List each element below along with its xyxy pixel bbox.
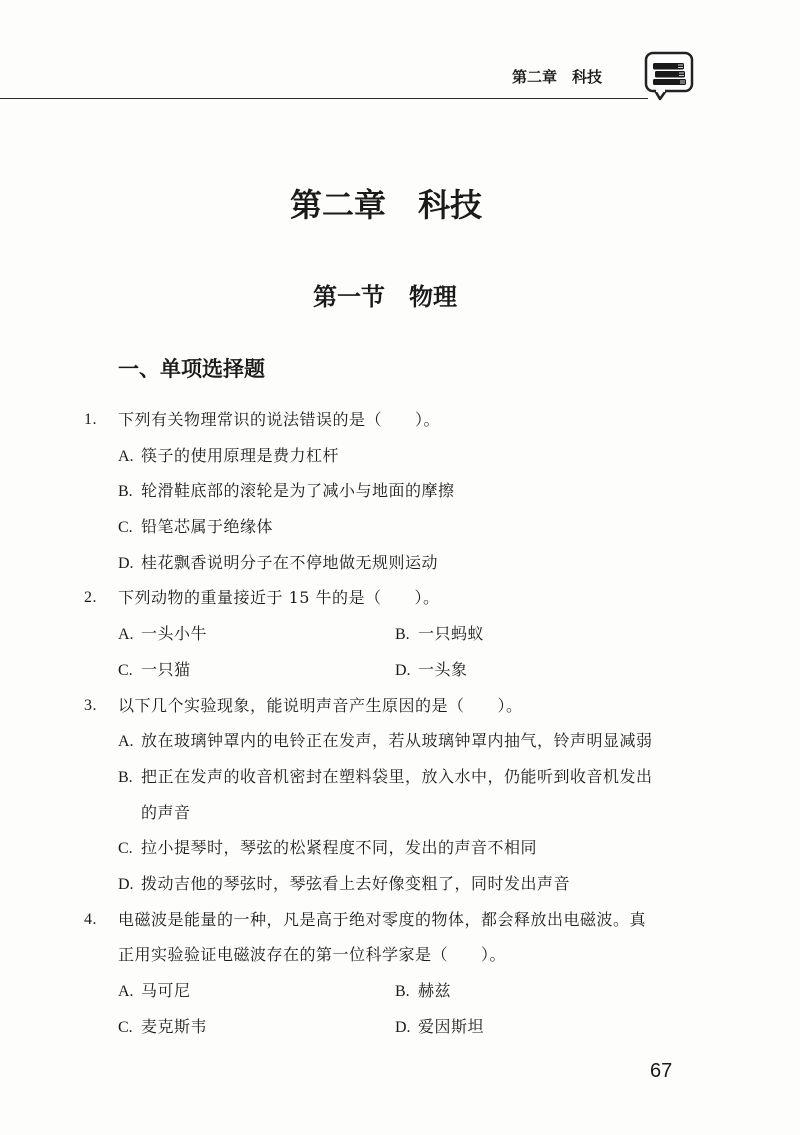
option-label: B. <box>395 626 410 644</box>
question-2-option-a <box>118 624 207 643</box>
question-3-option-d <box>0 866 800 902</box>
question-1-option-a <box>0 438 800 474</box>
header-divider <box>0 98 648 99</box>
option-label: B. <box>395 983 410 1000</box>
option-label: A. <box>118 626 134 644</box>
question-3-option-a <box>0 723 800 759</box>
option-text: 拨动吉他的琴弦时，琴弦看上去好像变粗了，同时发出声音 <box>141 873 571 893</box>
option-label: C. <box>118 1018 133 1036</box>
option-text: 的声音 <box>141 802 191 822</box>
option-label: D. <box>118 554 134 572</box>
question-4-stem <box>0 902 800 938</box>
option-label: A. <box>118 447 134 465</box>
question-2-options-row-1 <box>0 616 800 652</box>
question-1-option-d <box>0 545 800 581</box>
option-text: 一头象 <box>418 659 468 679</box>
option-text: 爱因斯坦 <box>418 1016 485 1036</box>
option-label: D. <box>118 875 134 893</box>
option-label: A. <box>118 733 134 751</box>
option-text: 马可尼 <box>141 981 191 1000</box>
question-2-option-c <box>118 660 191 679</box>
option-text: 一头小牛 <box>141 624 208 644</box>
option-label: B. <box>118 483 133 501</box>
question-3-option-b-continuation <box>0 795 800 831</box>
option-label: C. <box>118 519 133 537</box>
question-4-option-b <box>395 973 451 1010</box>
option-label: A. <box>118 983 134 1000</box>
option-label: C. <box>118 840 133 858</box>
option-text: 铅笔芯属于绝缘体 <box>141 517 274 537</box>
section-title: 第一节 物理 <box>313 283 457 311</box>
question-number: 1. <box>84 411 97 428</box>
question-1-stem <box>0 402 800 438</box>
chapter-title: 第二章 科技 <box>290 186 483 224</box>
question-1-option-c <box>0 509 800 545</box>
question-number: 3. <box>84 696 97 714</box>
option-text: 把正在发声的收音机密封在塑料袋里，放入水中，仍能听到收音机发出 <box>141 766 653 786</box>
question-2-options-row-2 <box>0 652 800 688</box>
question-4-options-row-1 <box>0 973 800 1009</box>
option-label: D. <box>395 1018 411 1036</box>
option-label: D. <box>395 661 411 679</box>
question-text: 正用实验验证电磁波存在的第一位科学家是（ ）。 <box>118 945 507 965</box>
question-4-option-a <box>118 981 191 1000</box>
question-text: 以下几个实验现象，能说明声音产生原因的是（ ）。 <box>118 695 523 715</box>
question-number: 4. <box>84 910 97 928</box>
option-text: 轮滑鞋底部的滚轮是为了减小与地面的摩擦 <box>141 481 455 501</box>
option-text: 一只猫 <box>141 659 191 679</box>
books-icon <box>643 50 697 102</box>
question-4-option-c <box>118 1017 207 1036</box>
question-3-stem <box>0 688 800 724</box>
option-text: 麦克斯韦 <box>141 1016 208 1036</box>
option-text: 筷子的使用原理是费力杠杆 <box>141 445 340 465</box>
question-4-option-d <box>395 1009 484 1046</box>
question-4-options-row-2 <box>0 1009 800 1045</box>
part-title: 一、单项选择题 <box>118 357 265 381</box>
option-text: 桂花飘香说明分子在不停地做无规则运动 <box>141 552 439 572</box>
question-3-option-b <box>0 759 800 795</box>
question-2-option-b <box>395 616 484 653</box>
option-text: 拉小提琴时，琴弦的松紧程度不同，发出的声音不相同 <box>141 838 538 858</box>
question-number: 2. <box>84 589 97 607</box>
question-text: 下列动物的重量接近于 15 牛的是（ ）。 <box>118 588 440 608</box>
question-text: 下列有关物理常识的说法错误的是（ ）。 <box>118 410 441 429</box>
page-number: 67 <box>650 1060 673 1082</box>
option-text: 赫兹 <box>418 981 452 1000</box>
question-4-stem-continuation <box>0 937 800 973</box>
question-3-option-c <box>0 830 800 866</box>
option-label: B. <box>118 768 133 786</box>
running-header-title: 第二章 科技 <box>512 68 603 86</box>
question-1-option-b <box>0 473 800 509</box>
option-text: 放在玻璃钟罩内的电铃正在发声，若从玻璃钟罩内抽气，铃声明显减弱 <box>141 731 653 751</box>
question-list <box>0 402 800 1044</box>
question-2-option-d <box>395 652 468 689</box>
question-2-stem <box>0 580 800 616</box>
option-label: C. <box>118 661 133 679</box>
question-text: 电磁波是能量的一种，凡是高于绝对零度的物体，都会释放出电磁波。真 <box>118 909 647 929</box>
option-text: 一只蚂蚁 <box>418 624 485 644</box>
